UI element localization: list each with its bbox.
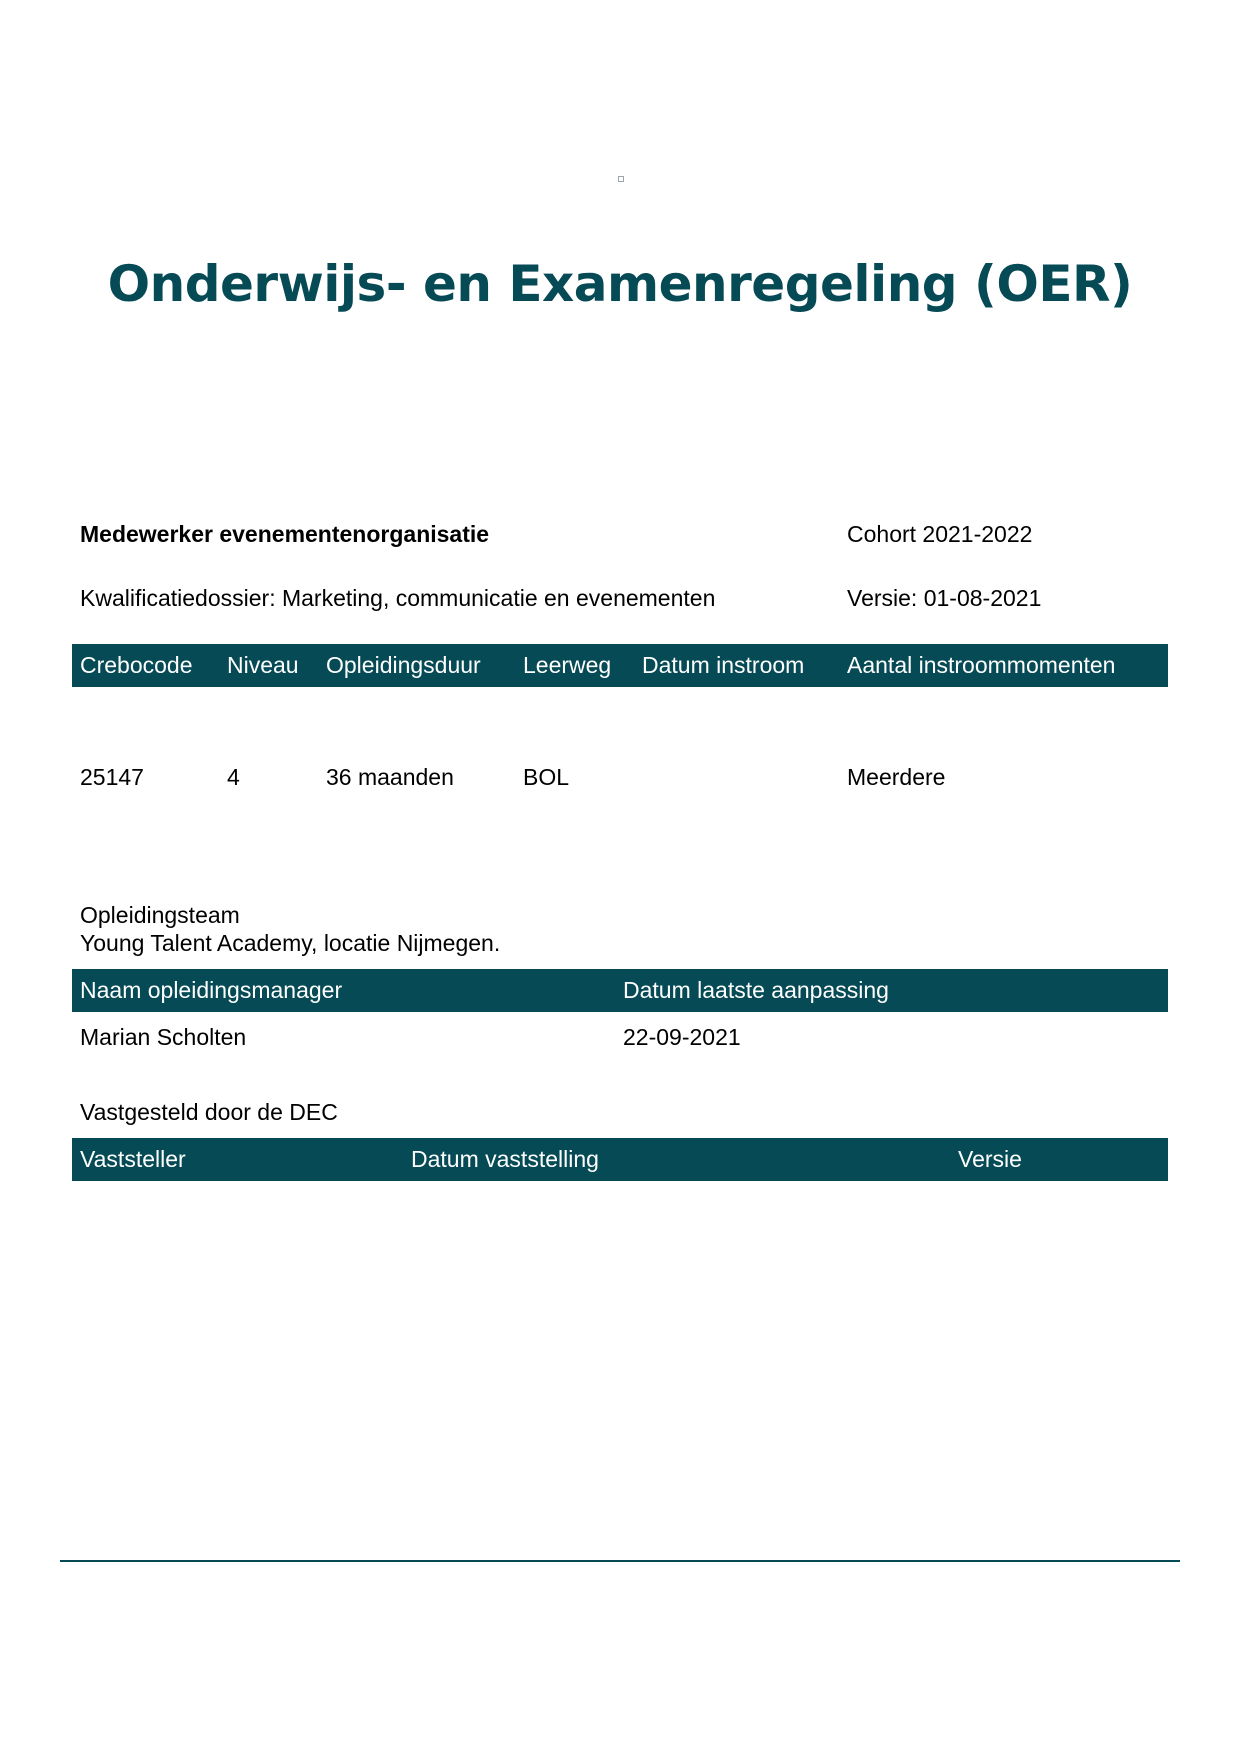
document-title: Onderwijs- en Examenregeling (OER) xyxy=(107,255,1133,313)
header-datum-laatste-aanpassing: Datum laatste aanpassing xyxy=(623,977,889,1003)
dec-table-header xyxy=(72,1138,1168,1181)
header-niveau: Niveau xyxy=(227,652,299,678)
team-name: Young Talent Academy, locatie Nijmegen. xyxy=(80,930,501,956)
header-aantal-instroommomenten: Aantal instroommomenten xyxy=(847,652,1116,678)
header-vaststeller: Vaststeller xyxy=(80,1146,186,1172)
header-versie: Versie xyxy=(958,1146,1022,1172)
value-opleidingsmanager: Marian Scholten xyxy=(80,1024,247,1050)
header-datum-instroom: Datum instroom xyxy=(642,652,805,678)
manager-table-header xyxy=(72,969,1168,1012)
header-crebocode: Crebocode xyxy=(80,652,193,678)
header-datum-vaststelling: Datum vaststelling xyxy=(411,1146,599,1172)
value-leerweg: BOL xyxy=(523,764,570,790)
image-placeholder xyxy=(618,176,624,182)
program-name: Medewerker evenementenorganisatie xyxy=(80,521,490,547)
value-aantal-instroommomenten: Meerdere xyxy=(847,764,946,790)
header-naam-opleidingsmanager: Naam opleidingsmanager xyxy=(80,977,343,1003)
version: Versie: 01-08-2021 xyxy=(847,585,1042,611)
value-datum-laatste-aanpassing: 22-09-2021 xyxy=(623,1024,741,1050)
program-table-header xyxy=(72,644,1168,687)
value-crebocode: 25147 xyxy=(80,764,144,790)
team-label: Opleidingsteam xyxy=(80,902,240,928)
dec-label: Vastgesteld door de DEC xyxy=(80,1099,338,1125)
footer-divider xyxy=(60,1560,1180,1562)
cohort: Cohort 2021-2022 xyxy=(847,521,1033,547)
value-niveau: 4 xyxy=(227,764,240,790)
header-leerweg: Leerweg xyxy=(523,652,612,678)
header-opleidingsduur: Opleidingsduur xyxy=(326,652,481,678)
value-opleidingsduur: 36 maanden xyxy=(326,764,454,790)
qualification-dossier: Kwalificatiedossier: Marketing, communicatie en evenementen xyxy=(80,585,716,611)
